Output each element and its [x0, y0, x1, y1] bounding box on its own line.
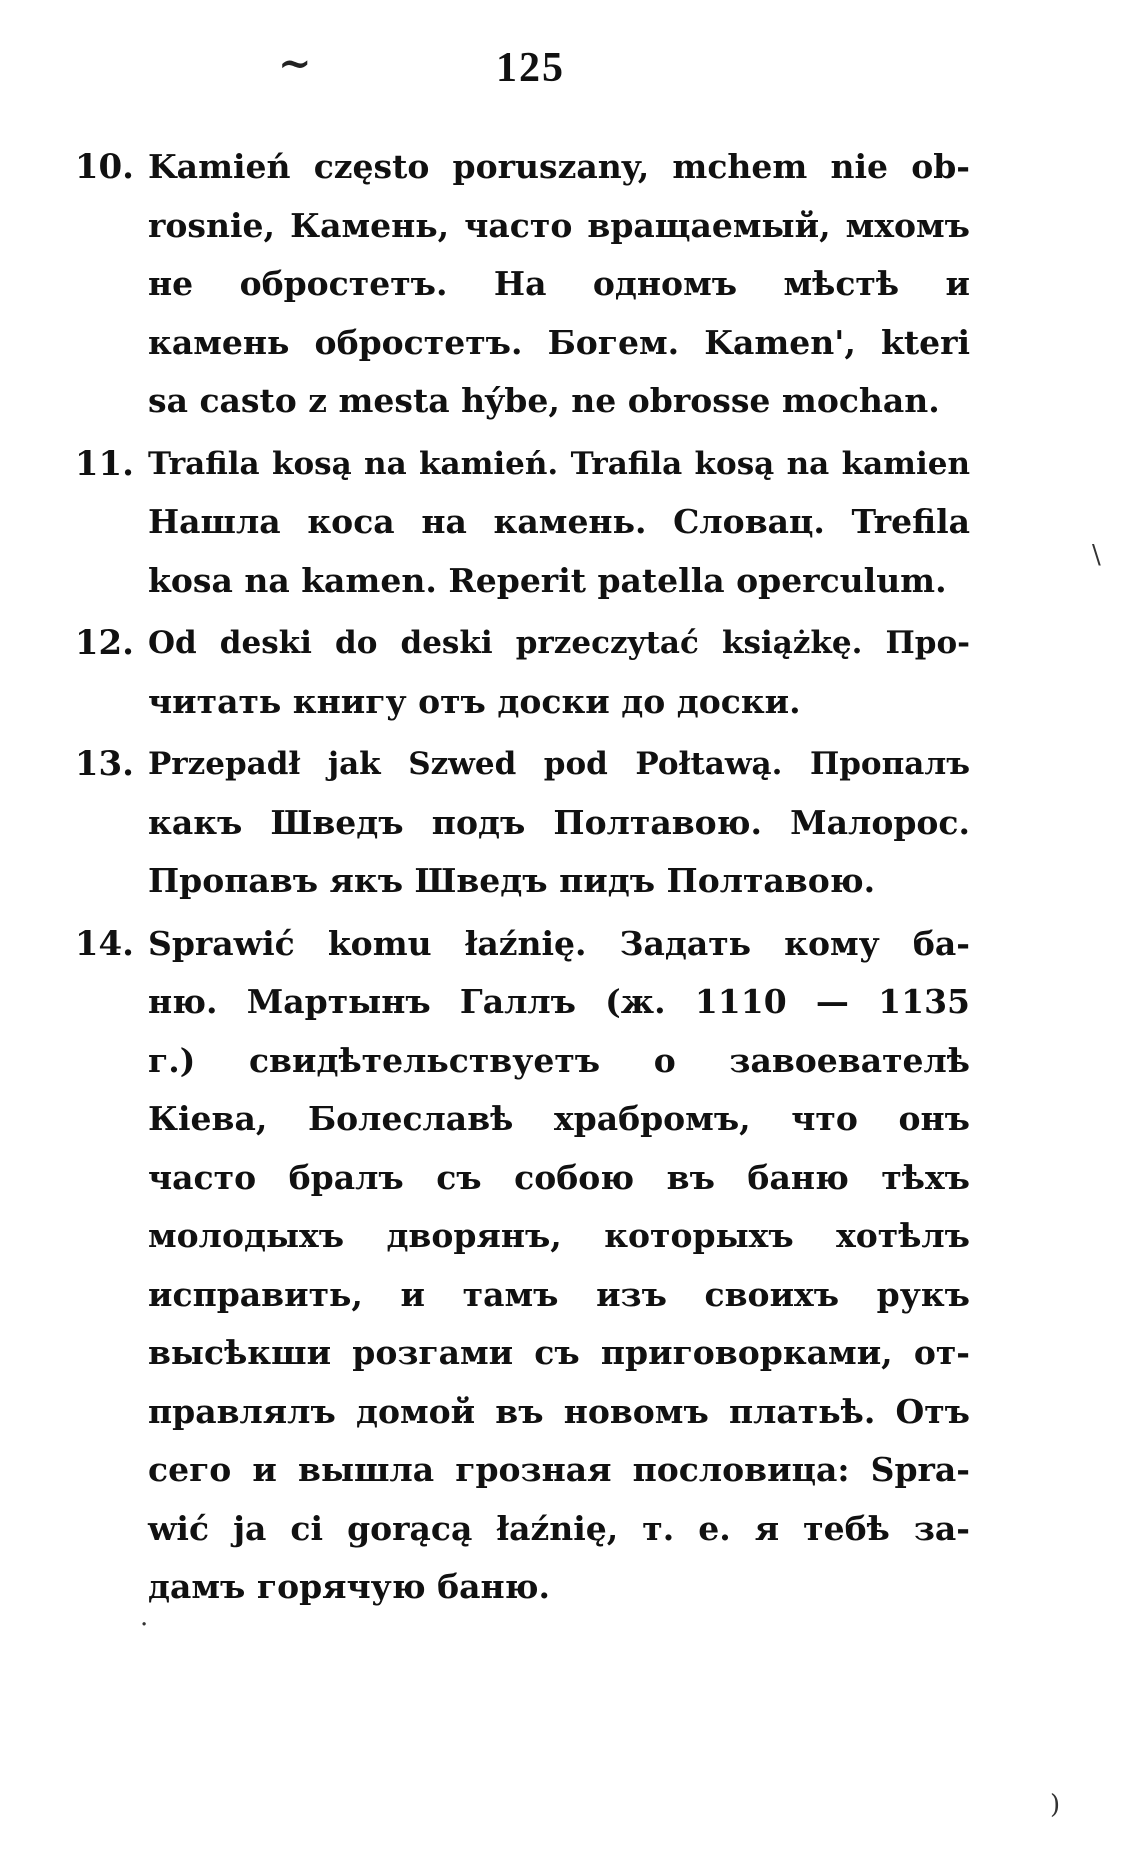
entry-text — [148, 614, 970, 731]
entry-number: 14. — [74, 923, 134, 964]
text-line: молодыхъ дворянъ, которыхъ хотѣлъ — [148, 1216, 970, 1255]
scan-speck-mark: · — [140, 1610, 149, 1640]
top-dash-mark: ~ — [278, 40, 312, 87]
text-line: kosa na kamen. Reperit patella operculum. — [148, 560, 947, 600]
entry-number: 13. — [74, 744, 134, 784]
entry-text — [148, 735, 970, 911]
entry-number: 12. — [74, 623, 134, 663]
entry-text — [148, 915, 970, 1617]
text-line: Od deski do deski przeczytać książkę. Про- — [148, 625, 970, 661]
entry-11 — [40, 435, 970, 611]
entry-text — [148, 138, 970, 431]
text-line: Нашла коса на камень. Словац. Trefila — [148, 502, 970, 541]
text-line: Trafila kosą na kamień. Trafila kosą na kamien — [148, 445, 970, 482]
text-line: камень обростетъ. Богем. Kamen', kteri — [148, 322, 970, 362]
entry-number: 10. — [74, 147, 134, 187]
text-line: исправить, и тамъ изъ своихъ рукъ — [148, 1274, 970, 1314]
scan-speck-mark: \ — [1092, 540, 1101, 570]
text-line: ню. Мартынъ Галлъ (ж. 1110 — 1135 — [148, 982, 970, 1021]
text-line: rosnie, Камень, часто вращаемый, мхомъ — [148, 205, 970, 245]
entry-number: 11. — [74, 443, 134, 484]
text-line: Sprawić komu łaźnię. Задать кому ба- — [148, 923, 970, 963]
text-line: часто бралъ съ собою въ баню тѣхъ — [148, 1157, 970, 1197]
scan-speck-mark: ) — [1050, 1790, 1061, 1820]
text-line: Кіева, Болеславѣ храбромъ, что онъ — [148, 1099, 970, 1138]
entry-13 — [40, 735, 970, 911]
text-line: Kamień często poruszany, mchem nie ob- — [148, 147, 970, 186]
entry-10 — [40, 138, 970, 431]
proverb-list — [40, 138, 970, 1621]
text-line: читать книгу отъ доски до доски. — [148, 681, 801, 721]
text-line: sa casto z mesta hýbe, ne obrosse mochan. — [148, 381, 940, 420]
text-line: дамъ горячую баню. — [148, 1567, 551, 1606]
text-line: Пропавъ якъ Шведъ пидъ Полтавою. — [148, 861, 876, 900]
text-line: сего и вышла грозная пословица: Spra- — [148, 1450, 970, 1489]
text-line: не обростетъ. На одномъ мѣстѣ и — [148, 264, 970, 303]
text-line: г.) свидѣтельствуетъ о завоевателѣ — [148, 1040, 970, 1080]
text-line: высѣкши розгами съ приговорками, от- — [148, 1333, 970, 1372]
text-line: правлялъ домой въ новомъ платьѣ. Отъ — [148, 1391, 970, 1431]
text-line: wić ja ci gorącą łaźnię, т. е. я тебѣ за- — [148, 1508, 970, 1548]
text-line: какъ Шведъ подъ Полтавою. Малорос. — [148, 802, 970, 842]
entry-text — [148, 435, 970, 611]
entry-12 — [40, 614, 970, 731]
page-number: 125 — [496, 45, 565, 91]
text-line: Przepadł jak Szwed pod Połtawą. Пропалъ — [148, 746, 970, 782]
entry-14 — [40, 915, 970, 1617]
